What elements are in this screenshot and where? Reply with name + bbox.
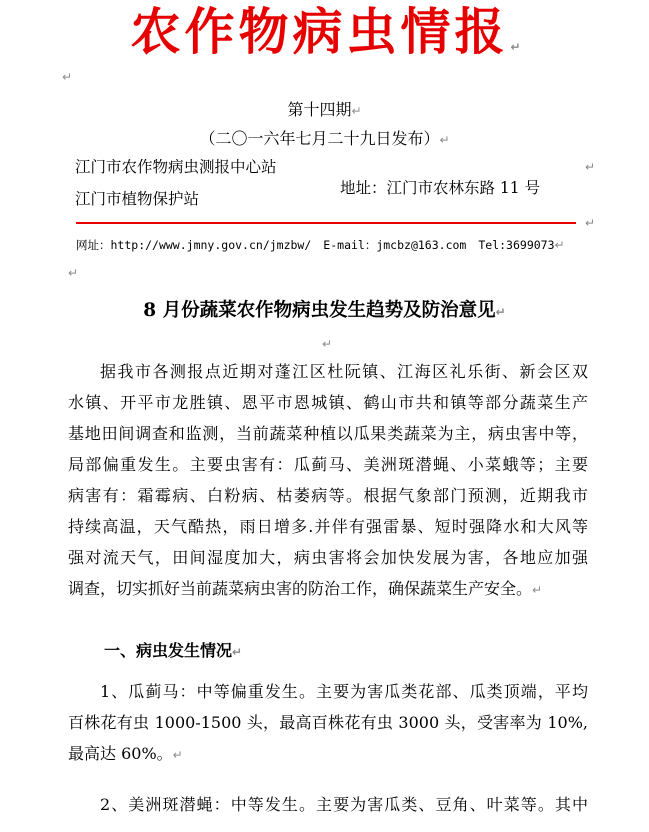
text-line: 病害有：霜霉病、白粉病、枯萎病等。根据气象部门预测，近期我市 <box>68 486 588 505</box>
publish-date: （二〇一六年七月二十九日发布）↵ <box>199 129 450 148</box>
paragraph-mark: ↵ <box>554 238 565 252</box>
paragraph-mark: ↵ <box>510 40 521 54</box>
text-line: 持续高温，天气酷热，雨日增多.并伴有强雷暴、短时强降水和大风等 <box>68 517 588 536</box>
text-line: 基地田间调查和监测，当前蔬菜种植以瓜果类蔬菜为主，病虫害中等， <box>68 424 588 443</box>
paragraph-mark: ↵ <box>585 216 596 230</box>
text-line: 调查，切实抓好当前蔬菜病虫害的防治工作，确保蔬菜生产安全。↵ <box>68 579 543 598</box>
paragraph-mark: ↵ <box>322 337 333 351</box>
paragraph-mark: ↵ <box>232 645 243 659</box>
issue-number: 第十四期↵ <box>287 100 362 119</box>
paragraph-mark: ↵ <box>585 160 596 174</box>
section-title: 一、病虫发生情况↵ <box>104 641 243 660</box>
red-divider <box>76 222 576 224</box>
article-heading: 8 月份蔬菜农作物病虫发生趋势及防治意见↵ <box>143 300 506 321</box>
item-paragraph <box>68 676 588 769</box>
text-line: 据我市各测报点近期对蓬江区杜阮镇、江海区礼乐街、新会区双 <box>100 362 588 381</box>
org-name-secondary: 江门市植物保护站 <box>75 190 200 208</box>
item-paragraph <box>68 789 588 820</box>
contact-line <box>76 237 565 253</box>
text-line: 1、瓜蓟马：中等偏重发生。主要为害瓜类花部、瓜类顶端，平均 <box>100 682 588 701</box>
email-link[interactable]: E-mail：jmcbz@163.com <box>323 238 467 252</box>
text-line: 最高达 60%。↵ <box>68 744 183 763</box>
phone-number: Tel:3699073 <box>478 238 555 252</box>
masthead-title: 农作物病虫情报 ↵ <box>130 2 521 61</box>
paragraph-mark: ↵ <box>351 104 362 118</box>
paragraph-mark: ↵ <box>68 266 79 280</box>
intro-paragraph <box>68 356 588 604</box>
paragraph-mark: ↵ <box>532 583 543 597</box>
address: 地址：江门市农林东路 11 号 <box>340 179 541 197</box>
text-line: 水镇、开平市龙胜镇、恩平市恩城镇、鹤山市共和镇等部分蔬菜生产 <box>68 393 588 412</box>
text-line: 强对流天气，田间湿度加大，病虫害将会加快发展为害，各地应加强 <box>68 548 588 567</box>
text-line: 局部偏重发生。主要虫害有：瓜蓟马、美洲斑潜蝇、小菜蛾等；主要 <box>68 455 588 474</box>
paragraph-mark: ↵ <box>495 305 506 319</box>
paragraph-mark: ↵ <box>172 748 183 762</box>
text-line: 2、美洲斑潜蝇：中等发生。主要为害瓜类、豆角、叶菜等。其中 <box>100 795 588 814</box>
org-name-primary: 江门市农作物病虫测报中心站 <box>75 158 277 176</box>
paragraph-mark: ↵ <box>439 133 450 147</box>
website-link[interactable]: 网址：http://www.jmny.gov.cn/jmzbw/ <box>76 238 312 252</box>
text-line: 百株花有虫 1000-1500 头，最高百株花有虫 3000 头，受害率为 10%, <box>68 713 588 732</box>
paragraph-mark: ↵ <box>62 70 73 84</box>
